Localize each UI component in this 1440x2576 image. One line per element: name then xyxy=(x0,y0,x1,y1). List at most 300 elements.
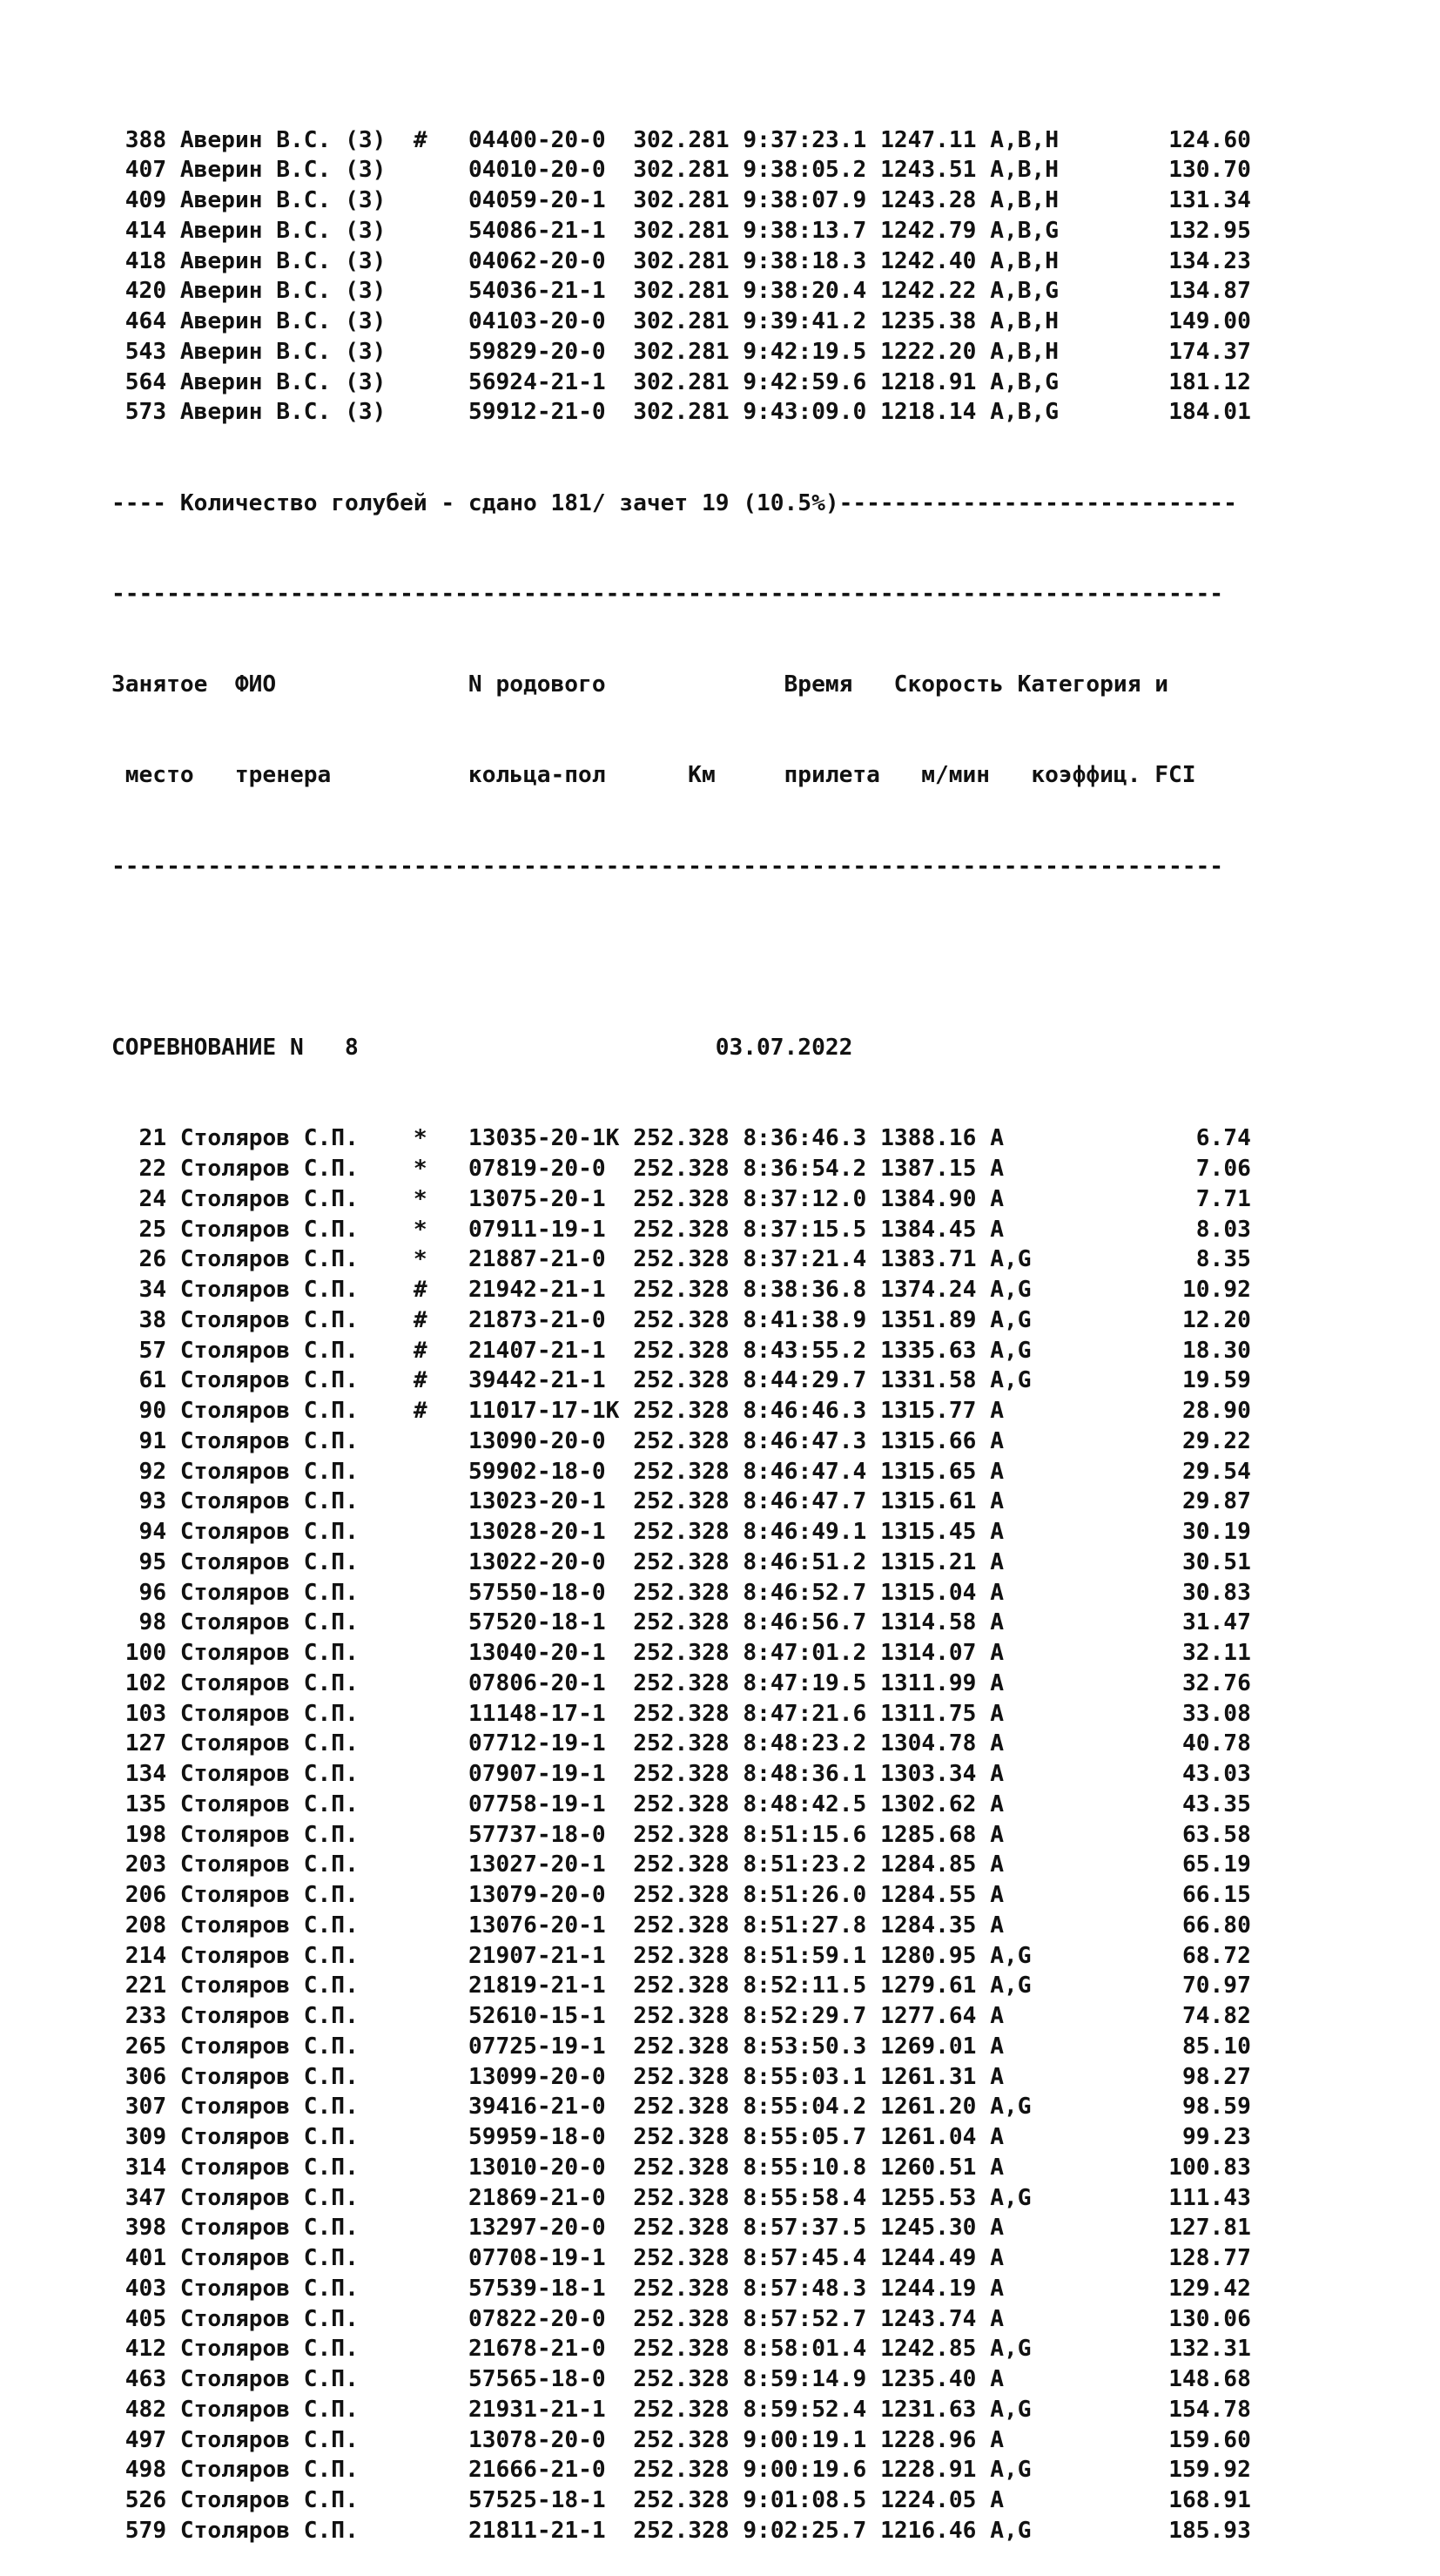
cell-category: A,G xyxy=(990,2457,1032,2484)
cell-km: 252.328 xyxy=(633,2063,730,2090)
result-row xyxy=(111,1941,1417,1972)
cell-time: 8:37:15.5 xyxy=(743,1216,867,1243)
cell-category: A xyxy=(990,1912,1005,1939)
cell-speed: 1247.11 xyxy=(880,126,977,153)
cell-category: A xyxy=(990,1700,1005,1727)
cell-category: A,G xyxy=(990,2396,1032,2423)
cell-speed: 1280.95 xyxy=(880,1942,977,1969)
cell-time: 8:46:51.2 xyxy=(743,1548,867,1575)
cell-place: 61 xyxy=(138,1367,167,1394)
cell-place: 96 xyxy=(138,1579,167,1606)
cell-coeff: 29.54 xyxy=(1182,1458,1251,1485)
cell-ring: 57565-18-0 xyxy=(468,2366,606,2392)
result-row xyxy=(111,2395,1417,2425)
cell-speed: 1279.61 xyxy=(880,1972,977,1999)
cell-category: A,G xyxy=(990,2336,1032,2363)
cell-place: 100 xyxy=(124,1640,167,1666)
cell-time: 8:55:04.2 xyxy=(743,2094,867,2121)
result-row xyxy=(111,1215,1417,1245)
cell-place: 24 xyxy=(138,1185,167,1212)
cell-ring: 21819-21-1 xyxy=(468,1972,606,1999)
cell-mark: * xyxy=(413,1216,427,1243)
cell-category: A,G xyxy=(990,2184,1032,2211)
cell-ring: 13022-20-0 xyxy=(468,1548,606,1575)
cell-coeff: 130.06 xyxy=(1168,2305,1251,2332)
cell-place: 412 xyxy=(124,2336,167,2363)
cell-time: 8:51:15.6 xyxy=(743,1821,867,1848)
cell-speed: 1315.45 xyxy=(880,1519,977,1545)
cell-time: 8:59:14.9 xyxy=(743,2366,867,2392)
cell-km: 252.328 xyxy=(633,1882,730,1908)
summary-line: ---- Количество голубей - сдано 181/ зачет 19 (10.5%)----------------------------- xyxy=(111,489,1237,516)
cell-ring: 07907-19-1 xyxy=(468,1761,606,1787)
cell-km: 252.328 xyxy=(633,1246,730,1273)
cell-place: 206 xyxy=(124,1882,167,1908)
cell-km: 302.281 xyxy=(633,247,730,274)
cell-category: A,B,H xyxy=(990,308,1060,334)
cell-km: 252.328 xyxy=(633,2426,730,2453)
cell-ring: 21407-21-1 xyxy=(468,1337,606,1364)
cell-mark: * xyxy=(413,1185,427,1212)
cell-coeff: 30.19 xyxy=(1182,1519,1251,1545)
cell-km: 252.328 xyxy=(633,2003,730,2029)
cell-mark: * xyxy=(413,1156,427,1182)
cell-time: 8:41:38.9 xyxy=(743,1306,867,1333)
cell-ring: 13079-20-0 xyxy=(468,1882,606,1908)
result-row xyxy=(111,1820,1417,1851)
cell-speed: 1261.31 xyxy=(880,2063,977,2090)
cell-coeff: 65.19 xyxy=(1182,1851,1251,1878)
spacer xyxy=(111,942,1417,973)
cell-category: A,B,G xyxy=(990,278,1060,305)
cell-coeff: 149.00 xyxy=(1168,308,1251,334)
cell-category: A,B,H xyxy=(990,126,1060,153)
cell-km: 252.328 xyxy=(633,2033,730,2060)
cell-ring: 59829-20-0 xyxy=(468,338,606,365)
result-row xyxy=(111,2122,1417,2153)
cell-coeff: 66.80 xyxy=(1182,1912,1251,1939)
cell-category: A xyxy=(990,1458,1005,1485)
cell-place: 91 xyxy=(138,1427,167,1454)
cell-category: A xyxy=(990,1730,1005,1757)
cell-km: 252.328 xyxy=(633,1821,730,1848)
cell-speed: 1383.71 xyxy=(880,1246,977,1273)
cell-name: Аверин В.С. (З) xyxy=(179,217,387,244)
cell-coeff: 30.83 xyxy=(1182,1579,1251,1606)
result-row xyxy=(111,2304,1417,2335)
result-row xyxy=(111,1759,1417,1790)
result-row xyxy=(111,1790,1417,1820)
result-row xyxy=(111,1578,1417,1608)
cell-ring: 39416-21-0 xyxy=(468,2094,606,2121)
cell-km: 252.328 xyxy=(633,1125,730,1152)
cell-coeff: 40.78 xyxy=(1182,1730,1251,1757)
cell-name: Столяров С.П. xyxy=(179,1306,359,1333)
result-row xyxy=(111,2032,1417,2062)
cell-name: Столяров С.П. xyxy=(179,1185,359,1212)
cell-time: 8:55:03.1 xyxy=(743,2063,867,2090)
cell-coeff: 129.42 xyxy=(1168,2275,1251,2302)
result-row xyxy=(111,1457,1417,1487)
cell-speed: 1315.21 xyxy=(880,1548,977,1575)
cell-coeff: 154.78 xyxy=(1168,2396,1251,2423)
cell-coeff: 168.91 xyxy=(1168,2487,1251,2513)
result-row xyxy=(111,216,1417,246)
result-row xyxy=(111,2213,1417,2243)
result-row xyxy=(111,1123,1417,1154)
cell-ring: 04059-20-1 xyxy=(468,187,606,213)
cell-coeff: 184.01 xyxy=(1168,399,1251,426)
cell-coeff: 6.74 xyxy=(1195,1125,1251,1152)
cell-place: 309 xyxy=(124,2124,167,2150)
cell-category: A xyxy=(990,2003,1005,2029)
cell-category: A xyxy=(990,1640,1005,1666)
cell-place: 463 xyxy=(124,2366,167,2392)
cell-category: A xyxy=(990,2215,1005,2242)
cell-category: A xyxy=(990,1427,1005,1454)
result-row xyxy=(111,1366,1417,1396)
cell-ring: 13076-20-1 xyxy=(468,1912,606,1939)
cell-time: 8:57:52.7 xyxy=(743,2305,867,2332)
cell-category: A xyxy=(990,2275,1005,2302)
result-row xyxy=(111,1305,1417,1336)
cell-category: A xyxy=(990,1216,1005,1243)
cell-time: 9:38:05.2 xyxy=(743,157,867,184)
cell-ring: 07725-19-1 xyxy=(468,2033,606,2060)
result-row xyxy=(111,276,1417,307)
cell-name: Столяров С.П. xyxy=(179,1972,359,1999)
cell-name: Столяров С.П. xyxy=(179,2063,359,2090)
cell-coeff: 159.60 xyxy=(1168,2426,1251,2453)
cell-ring: 04103-20-0 xyxy=(468,308,606,334)
cell-time: 8:46:52.7 xyxy=(743,1579,867,1606)
cell-mark: # xyxy=(413,1306,427,1333)
cell-coeff: 18.30 xyxy=(1182,1337,1251,1364)
cell-km: 252.328 xyxy=(633,1761,730,1787)
cell-speed: 1216.46 xyxy=(880,2517,977,2544)
cell-ring: 07708-19-1 xyxy=(468,2245,606,2271)
cell-category: A xyxy=(990,2426,1005,2453)
cell-km: 252.328 xyxy=(633,2396,730,2423)
cell-speed: 1228.91 xyxy=(880,2457,977,2484)
cell-km: 252.328 xyxy=(633,2245,730,2271)
cell-category: A xyxy=(990,1821,1005,1848)
cell-name: Столяров С.П. xyxy=(179,1367,359,1394)
cell-name: Столяров С.П. xyxy=(179,1882,359,1908)
cell-speed: 1315.77 xyxy=(880,1398,977,1424)
cell-name: Аверин В.С. (З) xyxy=(179,126,387,153)
cell-coeff: 43.03 xyxy=(1182,1761,1251,1787)
cell-category: A xyxy=(990,1156,1005,1182)
cell-place: 21 xyxy=(138,1125,167,1152)
cell-time: 8:47:21.6 xyxy=(743,1700,867,1727)
cell-ring: 21678-21-0 xyxy=(468,2336,606,2363)
cell-coeff: 134.23 xyxy=(1168,247,1251,274)
cell-name: Столяров С.П. xyxy=(179,1337,359,1364)
cell-ring: 59912-21-0 xyxy=(468,399,606,426)
cell-coeff: 128.77 xyxy=(1168,2245,1251,2271)
cell-coeff: 98.59 xyxy=(1182,2094,1251,2121)
result-row xyxy=(111,1699,1417,1730)
cell-speed: 1255.53 xyxy=(880,2184,977,2211)
cell-coeff: 68.72 xyxy=(1182,1942,1251,1969)
cell-coeff: 29.87 xyxy=(1182,1488,1251,1515)
cell-coeff: 29.22 xyxy=(1182,1427,1251,1454)
cell-km: 252.328 xyxy=(633,1640,730,1666)
cell-time: 8:44:29.7 xyxy=(743,1367,867,1394)
cell-name: Столяров С.П. xyxy=(179,1548,359,1575)
cell-name: Столяров С.П. xyxy=(179,1579,359,1606)
cell-coeff: 132.95 xyxy=(1168,217,1251,244)
cell-time: 8:46:47.3 xyxy=(743,1427,867,1454)
cell-km: 252.328 xyxy=(633,2275,730,2302)
cell-ring: 13099-20-0 xyxy=(468,2063,606,2090)
cell-ring: 57539-18-1 xyxy=(468,2275,606,2302)
result-row xyxy=(111,1487,1417,1517)
cell-name: Аверин В.С. (З) xyxy=(179,368,387,395)
cell-name: Столяров С.П. xyxy=(179,1640,359,1666)
cell-time: 8:46:56.7 xyxy=(743,1609,867,1636)
cell-ring: 21873-21-0 xyxy=(468,1306,606,1333)
cell-ring: 13028-20-1 xyxy=(468,1519,606,1545)
cell-km: 302.281 xyxy=(633,157,730,184)
cell-speed: 1384.90 xyxy=(880,1185,977,1212)
cell-place: 418 xyxy=(124,247,167,274)
cell-speed: 1242.85 xyxy=(880,2336,977,2363)
result-row xyxy=(111,1608,1417,1638)
cell-ring: 57550-18-0 xyxy=(468,1579,606,1606)
cell-place: 573 xyxy=(124,399,167,426)
cell-time: 9:39:41.2 xyxy=(743,308,867,334)
cell-time: 9:00:19.1 xyxy=(743,2426,867,2453)
cell-time: 8:47:19.5 xyxy=(743,1669,867,1696)
cell-place: 233 xyxy=(124,2003,167,2029)
cell-km: 252.328 xyxy=(633,1790,730,1817)
cell-speed: 1374.24 xyxy=(880,1277,977,1303)
cell-km: 252.328 xyxy=(633,1700,730,1727)
cell-coeff: 31.47 xyxy=(1182,1609,1251,1636)
cell-ring: 07712-19-1 xyxy=(468,1730,606,1757)
result-row xyxy=(111,1669,1417,1699)
result-row xyxy=(111,1548,1417,1578)
cell-speed: 1315.65 xyxy=(880,1458,977,1485)
cell-speed: 1331.58 xyxy=(880,1367,977,1394)
cell-km: 302.281 xyxy=(633,126,730,153)
cell-place: 497 xyxy=(124,2426,167,2453)
cell-coeff: 159.92 xyxy=(1168,2457,1251,2484)
cell-time: 9:42:19.5 xyxy=(743,338,867,365)
result-row xyxy=(111,1911,1417,1941)
cell-time: 8:37:12.0 xyxy=(743,1185,867,1212)
cell-speed: 1245.30 xyxy=(880,2215,977,2242)
cell-category: A xyxy=(990,1609,1005,1636)
previous-competition-rows xyxy=(111,125,1417,428)
cell-coeff: 70.97 xyxy=(1182,1972,1251,1999)
result-row xyxy=(111,1275,1417,1305)
cell-name: Столяров С.П. xyxy=(179,1821,359,1848)
cell-ring: 07819-20-0 xyxy=(468,1156,606,1182)
cell-coeff: 181.12 xyxy=(1168,368,1251,395)
cell-category: A xyxy=(990,1185,1005,1212)
result-row xyxy=(111,246,1417,277)
cell-ring: 04400-20-0 xyxy=(468,126,606,153)
cell-km: 252.328 xyxy=(633,1548,730,1575)
cell-place: 203 xyxy=(124,1851,167,1878)
cell-km: 252.328 xyxy=(633,2457,730,2484)
cell-mark: # xyxy=(413,1398,427,1424)
cell-place: 526 xyxy=(124,2487,167,2513)
cell-coeff: 12.20 xyxy=(1182,1306,1251,1333)
cell-coeff: 7.06 xyxy=(1195,1156,1251,1182)
column-header-line-1: Занятое ФИО N родового Время Скорость Категория и xyxy=(111,671,1168,698)
cell-time: 9:38:13.7 xyxy=(743,217,867,244)
cell-name: Аверин В.С. (З) xyxy=(179,247,387,274)
cell-place: 26 xyxy=(138,1246,167,1273)
result-row xyxy=(111,2062,1417,2093)
cell-speed: 1315.66 xyxy=(880,1427,977,1454)
cell-place: 265 xyxy=(124,2033,167,2060)
cell-time: 9:00:19.6 xyxy=(743,2457,867,2484)
cell-name: Аверин В.С. (З) xyxy=(179,338,387,365)
cell-ring: 13040-20-1 xyxy=(468,1640,606,1666)
cell-name: Аверин В.С. (З) xyxy=(179,399,387,426)
result-row xyxy=(111,2183,1417,2214)
cell-place: 405 xyxy=(124,2305,167,2332)
cell-ring: 04010-20-0 xyxy=(468,157,606,184)
cell-coeff: 148.68 xyxy=(1168,2366,1251,2392)
cell-ring: 21942-21-1 xyxy=(468,1277,606,1303)
cell-name: Столяров С.П. xyxy=(179,1125,359,1152)
cell-ring: 07806-20-1 xyxy=(468,1669,606,1696)
cell-speed: 1388.16 xyxy=(880,1125,977,1152)
cell-name: Столяров С.П. xyxy=(179,1398,359,1424)
cell-ring: 07911-19-1 xyxy=(468,1216,606,1243)
cell-coeff: 10.92 xyxy=(1182,1277,1251,1303)
cell-coeff: 111.43 xyxy=(1168,2184,1251,2211)
cell-name: Столяров С.П. xyxy=(179,2487,359,2513)
cell-km: 302.281 xyxy=(633,187,730,213)
cell-km: 252.328 xyxy=(633,2215,730,2242)
result-row xyxy=(111,1971,1417,2001)
cell-speed: 1235.40 xyxy=(880,2366,977,2392)
cell-category: A,B,H xyxy=(990,157,1060,184)
cell-category: A,G xyxy=(990,2517,1032,2544)
cell-speed: 1284.35 xyxy=(880,1912,977,1939)
separator-bottom: --------------------------------------------------------------------------------- xyxy=(111,853,1224,880)
result-row xyxy=(111,1154,1417,1184)
cell-km: 252.328 xyxy=(633,2305,730,2332)
cell-category: A,B,H xyxy=(990,338,1060,365)
result-row xyxy=(111,337,1417,368)
cell-km: 252.328 xyxy=(633,1912,730,1939)
cell-km: 252.328 xyxy=(633,1277,730,1303)
cell-km: 252.328 xyxy=(633,1669,730,1696)
cell-speed: 1315.04 xyxy=(880,1579,977,1606)
cell-mark: # xyxy=(413,126,427,153)
cell-coeff: 131.34 xyxy=(1168,187,1251,213)
cell-speed: 1243.28 xyxy=(880,187,977,213)
cell-place: 498 xyxy=(124,2457,167,2484)
result-row xyxy=(111,2274,1417,2304)
cell-category: A xyxy=(990,2245,1005,2271)
cell-name: Аверин В.С. (З) xyxy=(179,278,387,305)
cell-coeff: 98.27 xyxy=(1182,2063,1251,2090)
cell-category: A,B,H xyxy=(990,247,1060,274)
cell-ring: 56924-21-1 xyxy=(468,368,606,395)
cell-time: 8:55:58.4 xyxy=(743,2184,867,2211)
cell-coeff: 85.10 xyxy=(1182,2033,1251,2060)
cell-time: 8:36:54.2 xyxy=(743,1156,867,1182)
cell-ring: 54086-21-1 xyxy=(468,217,606,244)
cell-ring: 13010-20-0 xyxy=(468,2154,606,2181)
cell-ring: 54036-21-1 xyxy=(468,278,606,305)
cell-speed: 1335.63 xyxy=(880,1337,977,1364)
cell-mark: # xyxy=(413,1277,427,1303)
cell-category: A xyxy=(990,2366,1005,2392)
cell-name: Столяров С.П. xyxy=(179,2184,359,2211)
cell-km: 252.328 xyxy=(633,1942,730,1969)
result-row xyxy=(111,2243,1417,2274)
cell-coeff: 7.71 xyxy=(1195,1185,1251,1212)
cell-speed: 1218.14 xyxy=(880,399,977,426)
cell-ring: 21931-21-1 xyxy=(468,2396,606,2423)
cell-place: 388 xyxy=(124,126,167,153)
column-header-line-2: место тренера кольца-пол Км прилета м/мин коэффиц. FCI xyxy=(111,762,1196,789)
cell-place: 579 xyxy=(124,2517,167,2544)
cell-speed: 1311.99 xyxy=(880,1669,977,1696)
cell-speed: 1243.51 xyxy=(880,157,977,184)
cell-category: A,G xyxy=(990,2094,1032,2121)
cell-time: 8:59:52.4 xyxy=(743,2396,867,2423)
cell-place: 403 xyxy=(124,2275,167,2302)
cell-category: A xyxy=(990,2124,1005,2150)
cell-name: Столяров С.П. xyxy=(179,1488,359,1515)
cell-time: 8:51:23.2 xyxy=(743,1851,867,1878)
cell-category: A xyxy=(990,1488,1005,1515)
cell-time: 9:42:59.6 xyxy=(743,368,867,395)
cell-time: 8:53:50.3 xyxy=(743,2033,867,2060)
cell-time: 8:51:26.0 xyxy=(743,1882,867,1908)
result-row xyxy=(111,307,1417,337)
cell-category: A,G xyxy=(990,1367,1032,1394)
cell-place: 314 xyxy=(124,2154,167,2181)
cell-name: Столяров С.П. xyxy=(179,1609,359,1636)
cell-place: 307 xyxy=(124,2094,167,2121)
result-row xyxy=(111,2485,1417,2516)
cell-ring: 39442-21-1 xyxy=(468,1367,606,1394)
cell-category: A,B,H xyxy=(990,187,1060,213)
cell-speed: 1315.61 xyxy=(880,1488,977,1515)
cell-mark: * xyxy=(413,1125,427,1152)
result-row xyxy=(111,2425,1417,2456)
cell-name: Столяров С.П. xyxy=(179,1942,359,1969)
cell-speed: 1284.85 xyxy=(880,1851,977,1878)
result-row xyxy=(111,368,1417,398)
cell-time: 9:38:07.9 xyxy=(743,187,867,213)
cell-ring: 13075-20-1 xyxy=(468,1185,606,1212)
cell-coeff: 130.70 xyxy=(1168,157,1251,184)
cell-coeff: 33.08 xyxy=(1182,1700,1251,1727)
cell-name: Столяров С.П. xyxy=(179,1458,359,1485)
cell-km: 302.281 xyxy=(633,338,730,365)
cell-ring: 21869-21-0 xyxy=(468,2184,606,2211)
cell-ring: 21907-21-1 xyxy=(468,1942,606,1969)
result-row xyxy=(111,1184,1417,1215)
cell-ring: 07822-20-0 xyxy=(468,2305,606,2332)
results-rows xyxy=(111,1123,1417,2546)
cell-coeff: 28.90 xyxy=(1182,1398,1251,1424)
cell-category: A xyxy=(990,1125,1005,1152)
